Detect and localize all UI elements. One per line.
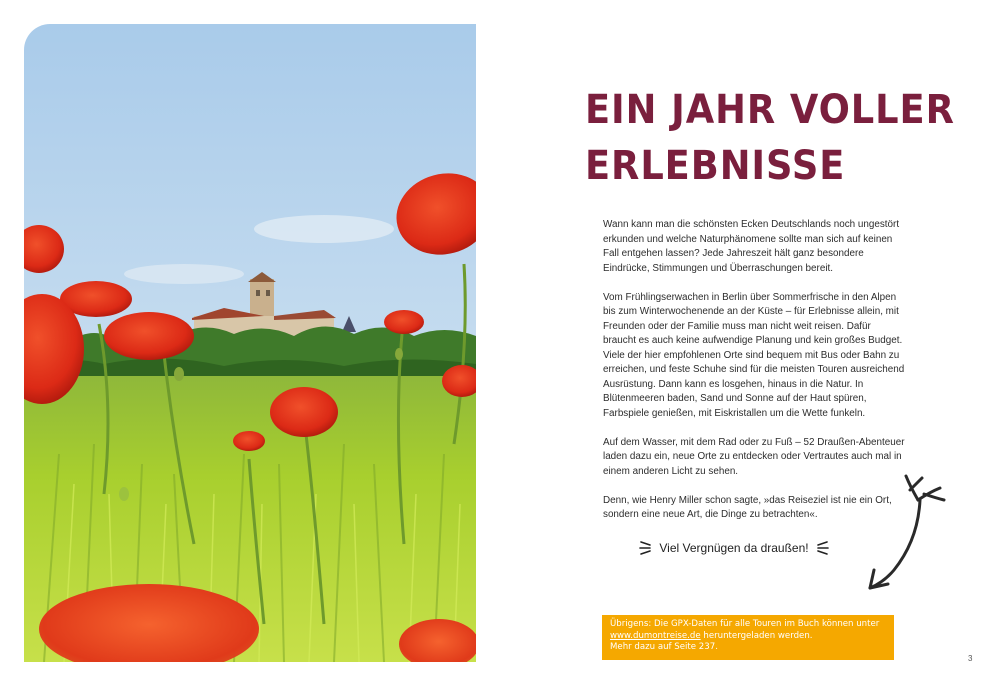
title-line-2: ERLEBNISSE xyxy=(585,143,846,189)
slogan xyxy=(636,536,832,560)
hand-drawn-arrow-icon xyxy=(858,470,958,598)
sparkle-left-icon xyxy=(637,538,653,558)
paragraph-4: Denn, wie Henry Miller schon sagte, »das Reiseziel ist nie ein Ort, sondern eine neue Art, die Dinge zu betrachten«. xyxy=(603,494,892,520)
page-number: 3 xyxy=(968,654,973,663)
sparkle-right-icon xyxy=(815,538,831,558)
info-text-page-ref: Mehr dazu auf Seite 237. xyxy=(610,642,718,652)
info-text-prefix: Übrigens: Die GPX-Daten für alle Touren im Buch können unter xyxy=(610,619,880,629)
gpx-info-box xyxy=(602,615,894,660)
info-text-suffix: heruntergeladen werden. xyxy=(700,630,813,641)
paragraph-2: Vom Frühlingserwachen in Berlin über Sommerfrische in den Alpen bis zum Winterwochenende an der Küste – für Erlebnisse allein, mit Freunden oder der Familie muss man nicht weit reisen. Dafür braucht es auch keine aufwendige Planung und kein großes Budget. Viele der hier empfohlenen Orte sind bequem mit Bus oder Bahn zu erreichen, und feste Schuhe sind für die meisten Touren ausreichend Ausrüstung. Dann kann es losgehen, hinaus in die Natur. In Blütenmeeren baden, Sand und Sonne auf der Haut spüren, Farbspiele genießen, mit Eiskristallen um die Wette funkeln. xyxy=(603,291,905,419)
page-title xyxy=(585,82,965,194)
paragraph-3: Auf dem Wasser, mit dem Rad oder zu Fuß – 52 Draußen-Abenteuer laden dazu ein, neue Orte zu entdecken oder Vertrautes auch mal in einem anderen Licht zu sehen. xyxy=(603,436,905,477)
poppy-field-photo xyxy=(24,24,476,662)
slogan-text: Viel Vergnügen da draußen! xyxy=(659,541,809,555)
paragraph-1: Wann kann man die schönsten Ecken Deutschlands noch ungestört erkunden und welche Naturphänomene sollte man sich auf keinen Fall entgehen lassen? Jede Jahreszeit hält ganz besondere Eindrücke, Stimmungen und Überraschungen bereit. xyxy=(603,219,900,274)
dumontreise-link[interactable]: www.dumontreise.de xyxy=(610,630,701,641)
title-line-1: EIN JAHR VOLLER xyxy=(585,87,955,133)
